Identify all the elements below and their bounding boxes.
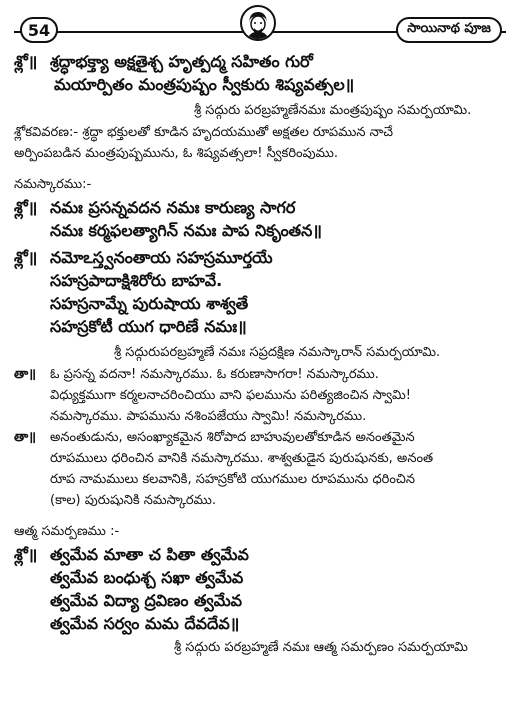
verse-line: శ్లో॥ శ్రద్ధాభక్త్యా అక్షతైశ్చ హృత్పద్మ సహితం గురో (14, 52, 313, 71)
verse-line: త్వమేవ బంధుశ్చ సఖా త్వమేవ (50, 568, 244, 587)
section-heading: నమస్కారము:- (14, 177, 92, 192)
verse-line: త్వమేవ విద్యా ద్రవిణం త్వమేవ (50, 591, 243, 610)
shloka-marker: శ్లో॥ (14, 198, 38, 217)
verse-line: మయార్పితం మంత్రపుష్పం స్వీకురు శిష్యవత్సల॥ (54, 75, 355, 94)
tatparya-marker: తా॥ (14, 367, 36, 382)
meaning-label: శ్లోకవివరణ:- (14, 125, 79, 140)
meaning-line: రూపములు ధరించిన వానికి నమస్కారము. శాశ్వతుడైన పురుషునకు, అనంత (50, 451, 434, 466)
shloka-marker: శ్లో॥ (14, 545, 38, 564)
verse-line: సహస్రనామ్నే పురుషాయ శాశ్వతే (50, 294, 249, 313)
shloka-marker: శ్లో॥ (14, 52, 38, 71)
shloka-marker: శ్లో॥ (14, 248, 38, 267)
meaning-line: విధ్యుక్తముగా కర్మలనాచరించియు వాని ఫలమును పరిత్యజించిన స్వామి! (50, 388, 412, 403)
verse-line: త్వమేవ సర్వం మమ దేవదేవ॥ (50, 614, 240, 633)
meaning-line: తా॥ ఓ ప్రసన్న వదనా! నమస్కారము. ఓ కరుణాసాగరా! నమస్కారము. (14, 364, 514, 385)
sai-baba-portrait-icon (240, 5, 276, 41)
book-title: సాయినాథ పూజ (396, 17, 502, 43)
verse-line: నమః కర్మఫలత్యాగిన్ నమః పాప నికృంతన॥ (50, 221, 322, 240)
meaning-line: శ్లోకవివరణ:- శ్రద్ధా భక్తులతో కూడిన హృదయముతో అక్షతల రూపమున నాచే (14, 125, 394, 140)
section-heading: ఆత్మ సమర్పణము :- (14, 524, 120, 539)
verse-line: సహస్రపాదాక్షిశిరోరు బాహవే. (50, 271, 223, 290)
meaning-line: రూప నామములు కలవానికి, సహస్రకోటి యుగముల రూపమును ధరించిన (50, 472, 416, 487)
offering-line: శ్రీ సద్గురు పరబ్రహ్మణేనమః మంత్రపుష్పం సమర్పయామి. (194, 103, 472, 118)
verse-line: శ్లో॥ త్వమేవ మాతా చ పితా త్వమేవ (14, 545, 249, 564)
offering-line: శ్రీ సద్గురు పరబ్రహ్మణే నమః ఆత్మ సమర్పణం సమర్పయామి (174, 640, 468, 655)
meaning-line: తా॥ అనంతుడును, అసంఖ్యాకమైన శిరోపాద బాహువులతోకూడిన అనంతమైన (14, 427, 514, 448)
meaning-line: (కాల) పురుషునికి నమస్కారము. (50, 493, 217, 508)
meaning-line: నమస్కారము. పాపమును నశింపజేయు స్వామి! నమస్కారము. (50, 409, 367, 424)
meaning-line: అర్పింపబడిన మంత్రపుష్పమును, ఓ శిష్యవత్సలా! స్వీకరింపుము. (14, 146, 338, 161)
page-content (14, 50, 514, 659)
page-number: 54 (20, 17, 58, 43)
offering-line: శ్రీ సద్గురుపరబ్రహ్మణే నమః సప్రదక్షిణ నమస్కారాన్ సమర్పయామి. (114, 345, 441, 360)
tatparya-marker: తా॥ (14, 430, 36, 445)
verse-line: సహస్రకోటీ యుగ ధారిణే నమః॥ (50, 317, 247, 336)
verse-line: శ్లో॥ నమోఽస్త్వనంతాయ సహస్రమూర్తయే (14, 248, 273, 267)
verse-line: శ్లో॥ నమః ప్రసన్నవదన నమః కారుణ్య సాగర (14, 198, 296, 217)
